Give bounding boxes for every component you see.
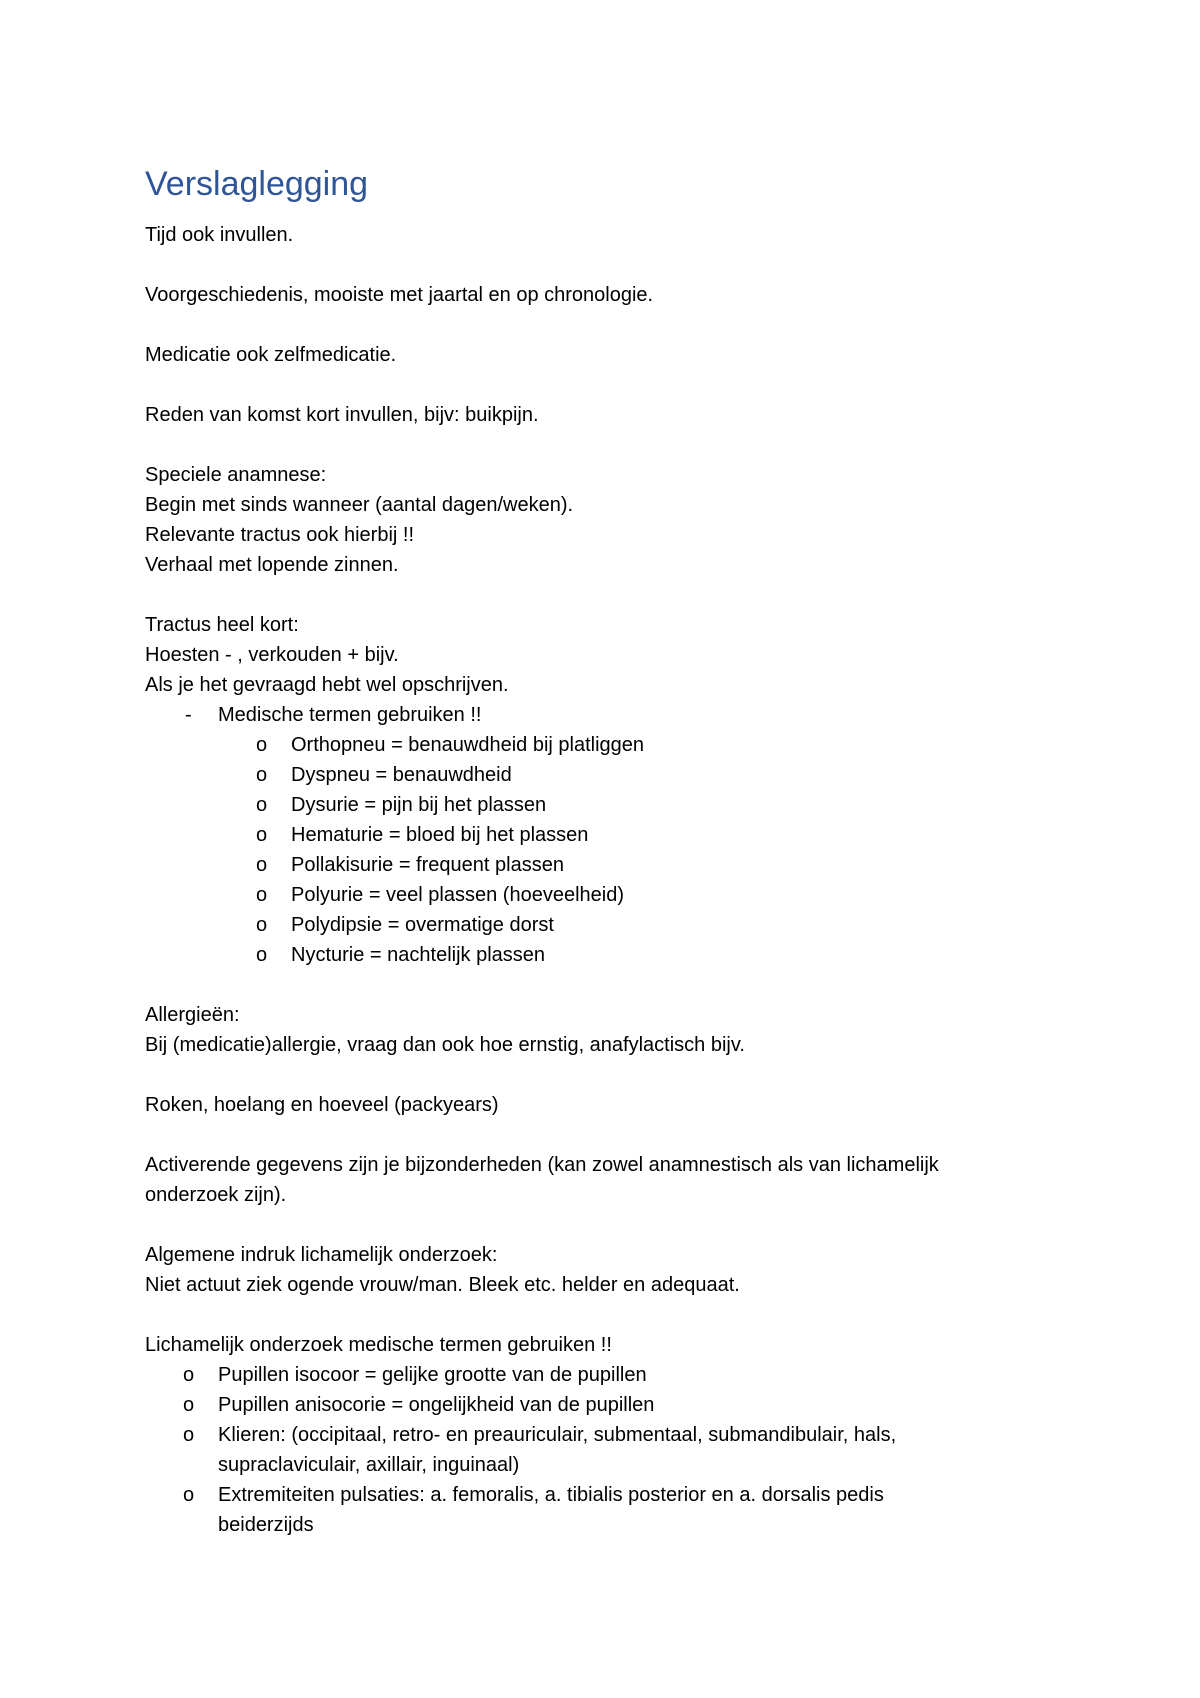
list-item-text: Dysurie = pijn bij het plassen [291,794,547,816]
list-item-text: Pupillen anisocorie = ongelijkheid van de pupillen [218,1394,655,1416]
circle-bullet: o [256,854,268,876]
circle-bullet: o [256,944,268,966]
list-item-text: Pupillen isocoor = gelijke grootte van de pupillen [218,1364,647,1386]
paragraph-reden-van-komst: Reden van komst kort invullen, bijv: buikpijn. [145,404,539,426]
list-item [145,1420,1065,1480]
text-line: Begin met sinds wanneer (aantal dagen/weken). [145,494,574,516]
section-heading: Allergieën: [145,1004,240,1026]
list-item-text: Dyspneu = benauwdheid [291,764,512,786]
text-line: onderzoek zijn). [145,1184,287,1206]
text-line: Niet actuut ziek ogende vrouw/man. Bleek etc. helder en adequaat. [145,1274,740,1296]
text-line: Bij (medicatie)allergie, vraag dan ook hoe ernstig, anafylactisch bijv. [145,1034,745,1056]
list-item [145,790,1065,820]
list-item-text: Klieren: (occipitaal, retro- en preauriculair, submentaal, submandibulair, hals, [218,1424,897,1446]
list-item-text: Pollakisurie = frequent plassen [291,854,564,876]
circle-bullet: o [256,794,268,816]
list-item-text: Orthopneu = benauwdheid bij platliggen [291,734,645,756]
text-line: Als je het gevraagd hebt wel opschrijven. [145,674,509,696]
dash-list [145,700,1065,730]
text-line: Activerende gegevens zijn je bijzonderheden (kan zowel anamnestisch als van lichamelijk [145,1154,939,1176]
section-lichamelijk-onderzoek [145,1330,1065,1540]
list-item-text: Polyurie = veel plassen (hoeveelheid) [291,884,624,906]
list-item [145,880,1065,910]
circle-bullet: o [183,1424,195,1446]
list-item [145,940,1065,970]
list-item [145,1390,1065,1420]
list-item [145,700,1065,730]
list-item [145,730,1065,760]
text-line: Relevante tractus ook hierbij !! [145,524,415,546]
paragraph-tijd: Tijd ook invullen. [145,224,294,246]
circle-bullet: o [256,824,268,846]
circle-bullet: o [183,1484,195,1506]
section-allergieen [145,1000,1065,1060]
list-item-text: Polydipsie = overmatige dorst [291,914,554,936]
section-speciele-anamnese [145,460,1065,580]
circle-bullet: o [256,764,268,786]
list-item-text: Nycturie = nachtelijk plassen [291,944,546,966]
circle-bullet: o [183,1364,195,1386]
section-heading: Speciele anamnese: [145,464,327,486]
list-item [145,850,1065,880]
medical-terms-list [145,730,1065,970]
circle-bullet: o [256,734,268,756]
list-item [145,1360,1065,1390]
page-title: Verslaglegging [145,165,369,203]
section-heading: Lichamelijk onderzoek medische termen gebruiken !! [145,1334,612,1356]
paragraph-medicatie: Medicatie ook zelfmedicatie. [145,344,397,366]
list-item [145,820,1065,850]
section-algemene-indruk [145,1240,1065,1300]
list-item [145,1480,1065,1540]
list-item [145,910,1065,940]
paragraph-roken: Roken, hoelang en hoeveel (packyears) [145,1094,499,1116]
text-line: Verhaal met lopende zinnen. [145,554,399,576]
section-heading: Tractus heel kort: [145,614,299,636]
paragraph-voorgeschiedenis: Voorgeschiedenis, mooiste met jaartal en op chronologie. [145,284,654,306]
document-content [145,162,1065,1540]
list-item-text: beiderzijds [218,1514,314,1536]
list-item-text: Medische termen gebruiken !! [218,704,482,726]
dash-bullet: - [185,704,192,726]
examination-terms-list [145,1360,1065,1540]
circle-bullet: o [256,884,268,906]
section-tractus [145,610,1065,970]
circle-bullet: o [256,914,268,936]
list-item-text: supraclaviculair, axillair, inguinaal) [218,1454,520,1476]
section-activerende-gegevens [145,1150,1065,1210]
section-heading: Algemene indruk lichamelijk onderzoek: [145,1244,498,1266]
list-item-text: Hematurie = bloed bij het plassen [291,824,589,846]
circle-bullet: o [183,1394,195,1416]
text-line: Hoesten - , verkouden + bijv. [145,644,399,666]
list-item-text: Extremiteiten pulsaties: a. femoralis, a. tibialis posterior en a. dorsalis pedis [218,1484,884,1506]
list-item [145,760,1065,790]
